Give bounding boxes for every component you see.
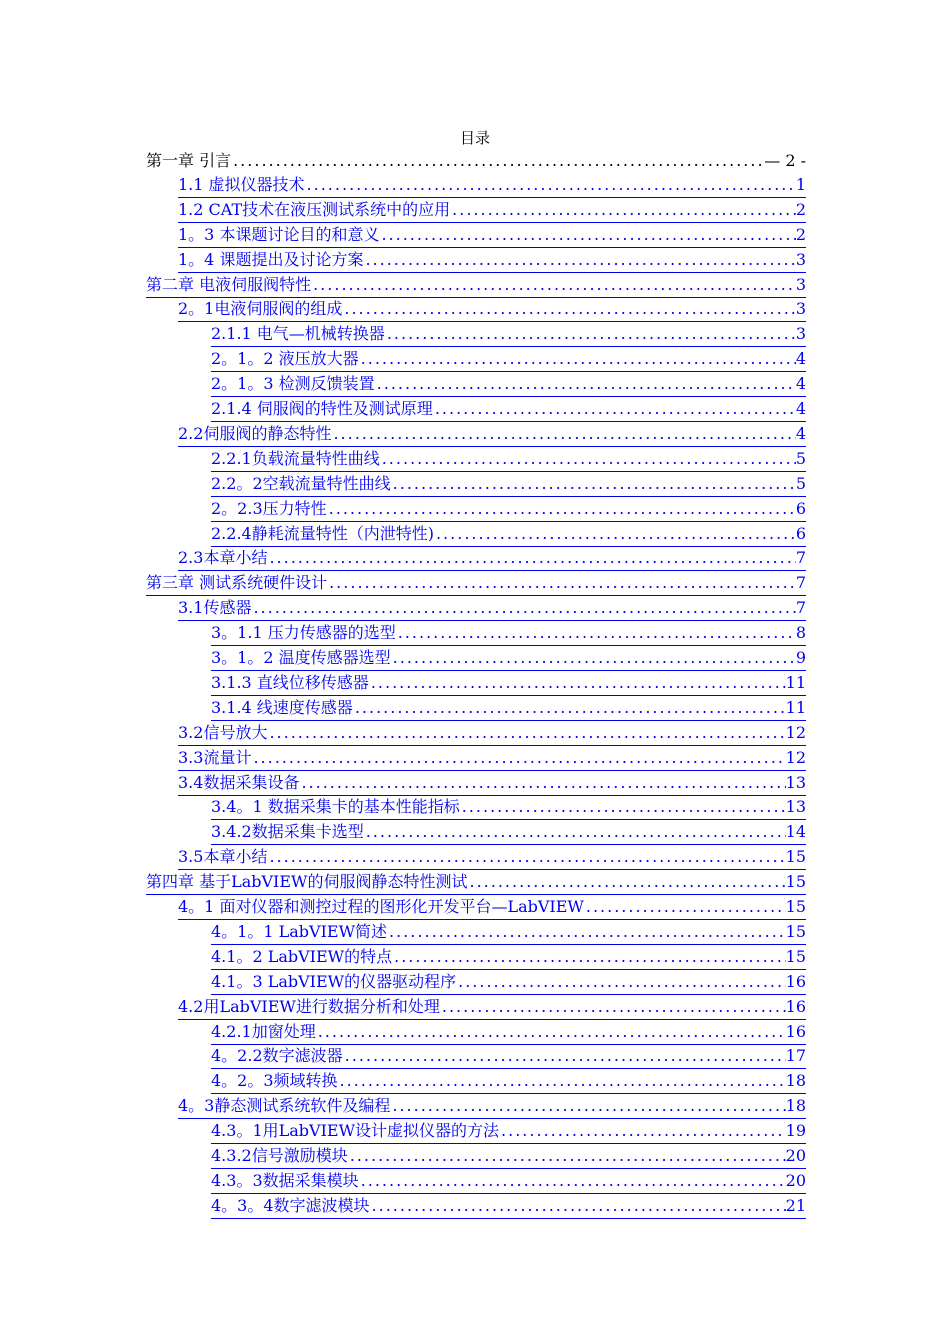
toc-dot-leader [450, 198, 796, 221]
toc-entry-link[interactable] [211, 497, 806, 522]
toc-dot-leader [375, 372, 796, 395]
toc-dot-leader [456, 970, 786, 993]
toc-entry-label: 3。1.1 压力传感器的选型 [211, 623, 396, 643]
toc-entry-label: 4.2用LabVIEW进行数据分析和处理 [178, 996, 440, 1016]
toc-dot-leader [251, 746, 785, 769]
toc-entry-page: 12 [785, 747, 806, 767]
toc-entry-page: 16 [785, 1021, 806, 1041]
toc-dot-leader [327, 497, 796, 520]
toc-entry-page: 2 [795, 199, 806, 219]
toc-entry-label: 4。1。1 LabVIEW简述 [211, 921, 388, 941]
toc-entry-link[interactable] [178, 1094, 806, 1119]
toc-dot-leader [396, 621, 796, 644]
toc-entry-page: 8 [795, 623, 806, 643]
toc-entry-label: 2.2.4静耗流量特性（内泄特性) [211, 523, 434, 543]
toc-entry-label: 3.1.3 直线位移传感器 [211, 672, 369, 692]
toc-entry-label: 4.1。2 LabVIEW的特点 [211, 946, 393, 966]
toc-entry-page: 13 [785, 797, 806, 817]
toc-dot-leader [359, 347, 796, 370]
toc-entry-link[interactable] [178, 223, 806, 248]
toc-entry-link[interactable] [178, 995, 806, 1020]
toc-dot-leader [364, 820, 786, 843]
toc-entry-link[interactable] [211, 945, 806, 970]
toc-dot-leader [460, 795, 786, 818]
toc-dot-leader [379, 223, 795, 246]
toc-entry-link[interactable] [146, 870, 806, 895]
toc-entry-link[interactable] [178, 173, 806, 198]
toc-entry-link[interactable] [146, 571, 806, 596]
toc-entry-label: 4.3。3数据采集模块 [211, 1170, 359, 1190]
toc-entry-label: 4.2.1加窗处理 [211, 1021, 316, 1041]
toc-entry-label: 第四章 基于LabVIEW的伺服阀静态特性测试 [146, 872, 468, 892]
toc-entry-page: 15 [785, 921, 806, 941]
toc-entry-label: 第二章 电液伺服阀特性 [146, 274, 312, 294]
toc-entry-link[interactable] [211, 646, 806, 671]
toc-entry-label: 3。1。2 温度传感器选型 [211, 648, 391, 667]
toc-entry-page: 15 [785, 946, 806, 966]
toc-entry-label: 3.3流量计 [178, 747, 252, 767]
toc-dot-leader [385, 322, 796, 345]
toc-entry-link[interactable] [211, 322, 806, 347]
toc-entry-page: 4 [795, 399, 806, 418]
toc-dot-leader [316, 1020, 786, 1043]
toc-dot-leader [299, 771, 785, 794]
toc-entry-label: 3.4.2数据采集卡选型 [211, 822, 364, 842]
toc-entry-label: 2。1。3 检测反馈装置 [211, 374, 375, 394]
toc-dot-leader [387, 920, 786, 943]
toc-entry-page: 14 [785, 822, 806, 842]
toc-dot-leader [363, 248, 795, 271]
toc-entry-link[interactable] [211, 621, 806, 646]
toc-entry-page: 3 [795, 274, 806, 294]
toc-entry-label: 4。2。3频域转换 [211, 1071, 338, 1091]
toc-entry-label: 4。2.2数字滤波器 [211, 1046, 343, 1066]
toc-entry-label: 2.2.1负载流量特性曲线 [211, 448, 380, 468]
toc-entry-page: 17 [785, 1046, 806, 1066]
toc-entry-page: 4 [795, 423, 806, 443]
toc-entry-label: 4。1 面对仪器和测控过程的图形化开发平台—LabVIEW [178, 897, 584, 916]
toc-entry-link[interactable] [211, 1020, 806, 1045]
toc-entry-page: 2 [795, 224, 806, 244]
toc-entry-link[interactable] [211, 1144, 806, 1169]
toc-entry-link[interactable] [178, 297, 806, 322]
toc-entry-page: 3 [795, 299, 806, 319]
toc-entry-label: 1。3 本课题讨论目的和意义 [178, 224, 380, 244]
toc-entry-page: 5 [795, 473, 806, 493]
toc-entry-label: 2.3本章小结 [178, 548, 268, 568]
toc-entry-page: 15 [785, 872, 806, 892]
toc-entry-label: 3.4数据采集设备 [178, 772, 300, 792]
toc-entry-page: 6 [795, 498, 806, 518]
toc-dot-leader [359, 1169, 786, 1192]
toc-dot-leader [311, 273, 796, 296]
toc-entry-link[interactable] [211, 1194, 806, 1219]
toc-dot-leader [342, 297, 795, 320]
toc-entry-page: 21 [785, 1195, 806, 1215]
toc-entry-page: 4 [795, 349, 806, 369]
toc-entry-label: 4.3.2信号激励模块 [211, 1146, 348, 1165]
toc-entry-link[interactable] [211, 1044, 806, 1069]
toc-entry-link[interactable] [178, 596, 806, 621]
toc-dot-leader [434, 522, 796, 545]
toc-entry-label: 3.1.4 线速度传感器 [211, 697, 353, 717]
toc-dot-leader [353, 696, 786, 719]
toc-entry-link[interactable] [211, 522, 806, 547]
toc-entry-link[interactable] [178, 771, 806, 796]
toc-entry-page: 16 [785, 996, 806, 1016]
toc-entry-label: 2。1。2 液压放大器 [211, 349, 359, 369]
toc-dot-leader [440, 995, 786, 1018]
toc-entry-link[interactable] [211, 472, 806, 497]
toc-entry-label: 2.1.1 电气—机械转换器 [211, 324, 385, 344]
toc-entry-page: 13 [785, 772, 806, 792]
toc-dot-leader [392, 945, 786, 968]
toc-dot-leader [380, 447, 796, 470]
toc-entry-page: 1 [795, 174, 806, 194]
toc-dot-leader [251, 596, 795, 619]
toc-entry-page: 15 [785, 847, 806, 867]
toc-entry-page: 18 [785, 1071, 806, 1091]
toc-dot-leader [267, 546, 795, 569]
toc-entry-link[interactable] [211, 795, 806, 820]
toc-entry-page: 11 [785, 672, 806, 692]
toc-dot-leader [391, 472, 796, 495]
toc-entry-link[interactable] [211, 920, 806, 945]
toc-entry-page: 4 [795, 374, 806, 394]
toc-entry-page: 20 [785, 1170, 806, 1190]
toc-dot-leader [433, 397, 796, 420]
toc-entry-page: 15 [785, 897, 806, 916]
toc-entry-link[interactable] [178, 721, 806, 746]
toc-entry-link[interactable] [211, 1169, 806, 1194]
toc-dot-leader [327, 571, 796, 594]
toc-entry [146, 148, 806, 173]
toc-entry-link[interactable] [211, 820, 806, 845]
toc-entry-link[interactable] [178, 198, 806, 223]
toc-entry-label: 2.2伺服阀的静态特性 [178, 423, 332, 443]
toc-entry-label: 2.1.4 伺服阀的特性及测试原理 [211, 399, 433, 418]
toc-entry-label: 第一章 引言 [146, 151, 232, 170]
toc-entry-page: 16 [785, 971, 806, 991]
toc-dot-leader [348, 1144, 786, 1167]
toc-dot-leader [584, 895, 786, 918]
toc-entry-label: 4.1。3 LabVIEW的仪器驱动程序 [211, 971, 457, 991]
toc-entry-link[interactable] [211, 347, 806, 372]
toc-dot-leader [331, 422, 795, 445]
toc-entry-page: 20 [785, 1146, 806, 1165]
toc-entry-link[interactable] [178, 746, 806, 771]
toc-dot-leader [338, 1069, 786, 1092]
toc-dot-leader [391, 646, 796, 669]
toc-entry-link[interactable] [211, 1119, 806, 1144]
toc-entry-link[interactable] [211, 696, 806, 721]
toc-entry-link[interactable] [211, 970, 806, 995]
toc-dot-leader [343, 1044, 786, 1067]
toc-entry-link[interactable] [211, 1069, 806, 1094]
toc-entry-page: 7 [795, 573, 806, 593]
toc-entry-page: 7 [795, 548, 806, 568]
toc-entry-link[interactable] [178, 895, 806, 920]
toc-entry-page: 11 [785, 697, 806, 717]
toc-entry-label: 4。3静态测试系统软件及编程 [178, 1096, 391, 1116]
toc-entry-link[interactable] [211, 372, 806, 397]
toc-entry-page: 5 [795, 448, 806, 468]
toc-entry-label: 1.2 CAT技术在液压测试系统中的应用 [178, 199, 451, 219]
toc-entry-label: 第三章 测试系统硬件设计 [146, 573, 328, 593]
toc-entry-page: 3 [795, 249, 806, 269]
toc-entry-label: 1.1 虚拟仪器技术 [178, 174, 305, 194]
toc-entry-label: 2。1电液伺服阀的组成 [178, 299, 343, 319]
toc-entry-link[interactable] [178, 248, 806, 273]
toc-entry-label: 3.5本章小结 [178, 847, 268, 867]
toc-dot-leader [390, 1094, 785, 1117]
toc-entry-label: 2.2。2空载流量特性曲线 [211, 473, 391, 493]
toc-entry-label: 3.4。1 数据采集卡的基本性能指标 [211, 797, 460, 817]
toc-title: 目录 [459, 129, 490, 147]
toc-entry-label: 1。4 课题提出及讨论方案 [178, 249, 364, 269]
toc-entry-page: 18 [785, 1096, 806, 1116]
toc-entry-link[interactable] [178, 845, 806, 870]
toc-dot-leader [369, 671, 786, 694]
toc-dot-leader [468, 870, 786, 893]
toc-entry-label: 4。3。4数字滤波模块 [211, 1195, 370, 1215]
toc-entry-label: 2。2.3压力特性 [211, 498, 327, 518]
toc-entry-link[interactable] [211, 397, 806, 422]
toc-entry-link[interactable] [211, 447, 806, 472]
toc-dot-leader [267, 721, 785, 744]
toc-entry-link[interactable] [178, 546, 806, 571]
toc-entry-link[interactable] [178, 422, 806, 447]
toc-dot-leader [499, 1119, 786, 1142]
toc-entry-page: 3 [795, 324, 806, 344]
toc-dot-leader [305, 173, 796, 196]
toc-entry-link[interactable] [146, 273, 806, 298]
toc-entry-page: — 2 - [764, 151, 806, 170]
toc-entry-page: 9 [795, 648, 806, 667]
toc-entry-page: 7 [795, 598, 806, 618]
toc-dot-leader [231, 148, 764, 173]
toc-entry-label: 4.3。1用LabVIEW设计虚拟仪器的方法 [211, 1121, 500, 1141]
toc-entry-page: 12 [785, 722, 806, 742]
toc-entry-label: 3.2信号放大 [178, 722, 268, 742]
toc-dot-leader [267, 845, 785, 868]
toc-entry-label: 3.1传感器 [178, 598, 252, 618]
toc-entry-page: 6 [795, 523, 806, 543]
toc-dot-leader [370, 1194, 786, 1217]
toc-entry-link[interactable] [211, 671, 806, 696]
toc-entry-page: 19 [785, 1121, 806, 1141]
